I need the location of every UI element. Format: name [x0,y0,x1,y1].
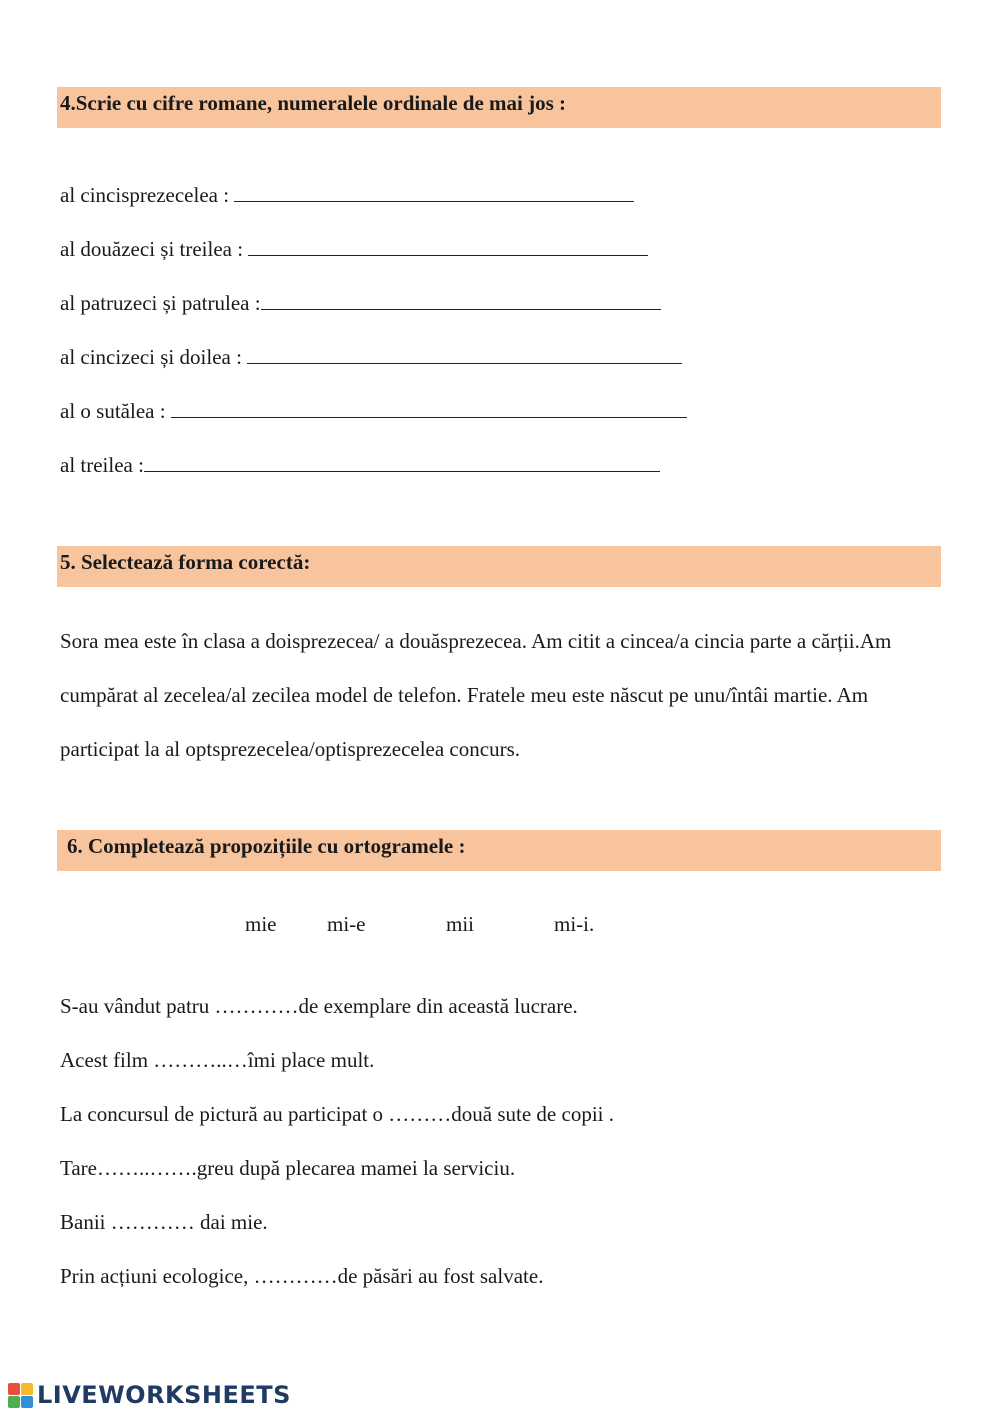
answer-blank-2[interactable] [248,238,648,256]
sentence-2: Acest film ………..…îmi place mult. [60,1048,375,1072]
ortogram-option-mie[interactable]: mie [245,912,277,936]
logo-block-yellow [21,1383,33,1395]
logo-block-green [8,1396,20,1408]
sentence-5: Banii ………… dai mie. [60,1210,268,1234]
ordinal-label: al patruzeci și patrulea : [60,291,261,315]
ordinal-label: al treilea : [60,453,144,477]
answer-blank-4[interactable] [247,346,682,364]
logo-block-blue [21,1396,33,1408]
ordinal-item-2 [60,237,648,262]
ortogram-option-mi-e[interactable]: mi-e [327,912,366,936]
section-4-title: 4.Scrie cu cifre romane, numeralele ordinale de mai jos : [60,91,567,115]
section-4-header [57,87,941,128]
section-5-header [57,546,941,587]
ordinal-item-5 [60,399,687,424]
ordinal-label: al douăzeci și treilea : [60,237,249,261]
answer-blank-6[interactable] [144,454,660,472]
ordinal-item-6 [60,453,660,478]
answer-blank-1[interactable] [234,184,634,202]
sentence-6: Prin acțiuni ecologice, …………de păsări au fost salvate. [60,1264,544,1288]
liveworksheets-logo[interactable] [8,1381,291,1409]
section-5-title: 5. Selectează forma corectă: [60,550,311,574]
section-6-header [57,830,941,871]
ordinal-label: al cincizeci și doilea : [60,345,248,369]
logo-block-red [8,1383,20,1395]
ordinal-label: al cincisprezecelea : [60,183,235,207]
sentence-3: La concursul de pictură au participat o ………două sute de copii . [60,1102,614,1126]
section-6-title: 6. Completează propozițiile cu ortogramele : [67,834,466,858]
ortogram-option-mi-i[interactable]: mi-i. [554,912,595,936]
selection-paragraph: Sora mea este în clasa a doisprezecea/ a douăsprezecea. Am citit a cincea/a cincia parte a cărții.Am cumpărat al zecelea/al zecilea model de telefon. Fratele meu este născut pe unu/întâi martie. Am participat la al optsprezecelea/optisprezecelea concurs. [60,629,892,761]
answer-blank-3[interactable] [261,292,661,310]
logo-blocks-icon [8,1383,33,1408]
sentence-4: Tare……..…….greu după plecarea mamei la serviciu. [60,1156,516,1180]
answer-blank-5[interactable] [171,400,687,418]
ortogram-option-mii[interactable]: mii [446,912,475,936]
ordinal-item-1 [60,183,634,208]
ordinal-item-3 [60,291,661,316]
ordinal-item-4 [60,345,682,370]
sentence-1: S-au vândut patru …………de exemplare din această lucrare. [60,994,578,1018]
logo-text: LIVEWORKSHEETS [37,1381,291,1409]
ordinal-label: al o sutălea : [60,399,171,423]
